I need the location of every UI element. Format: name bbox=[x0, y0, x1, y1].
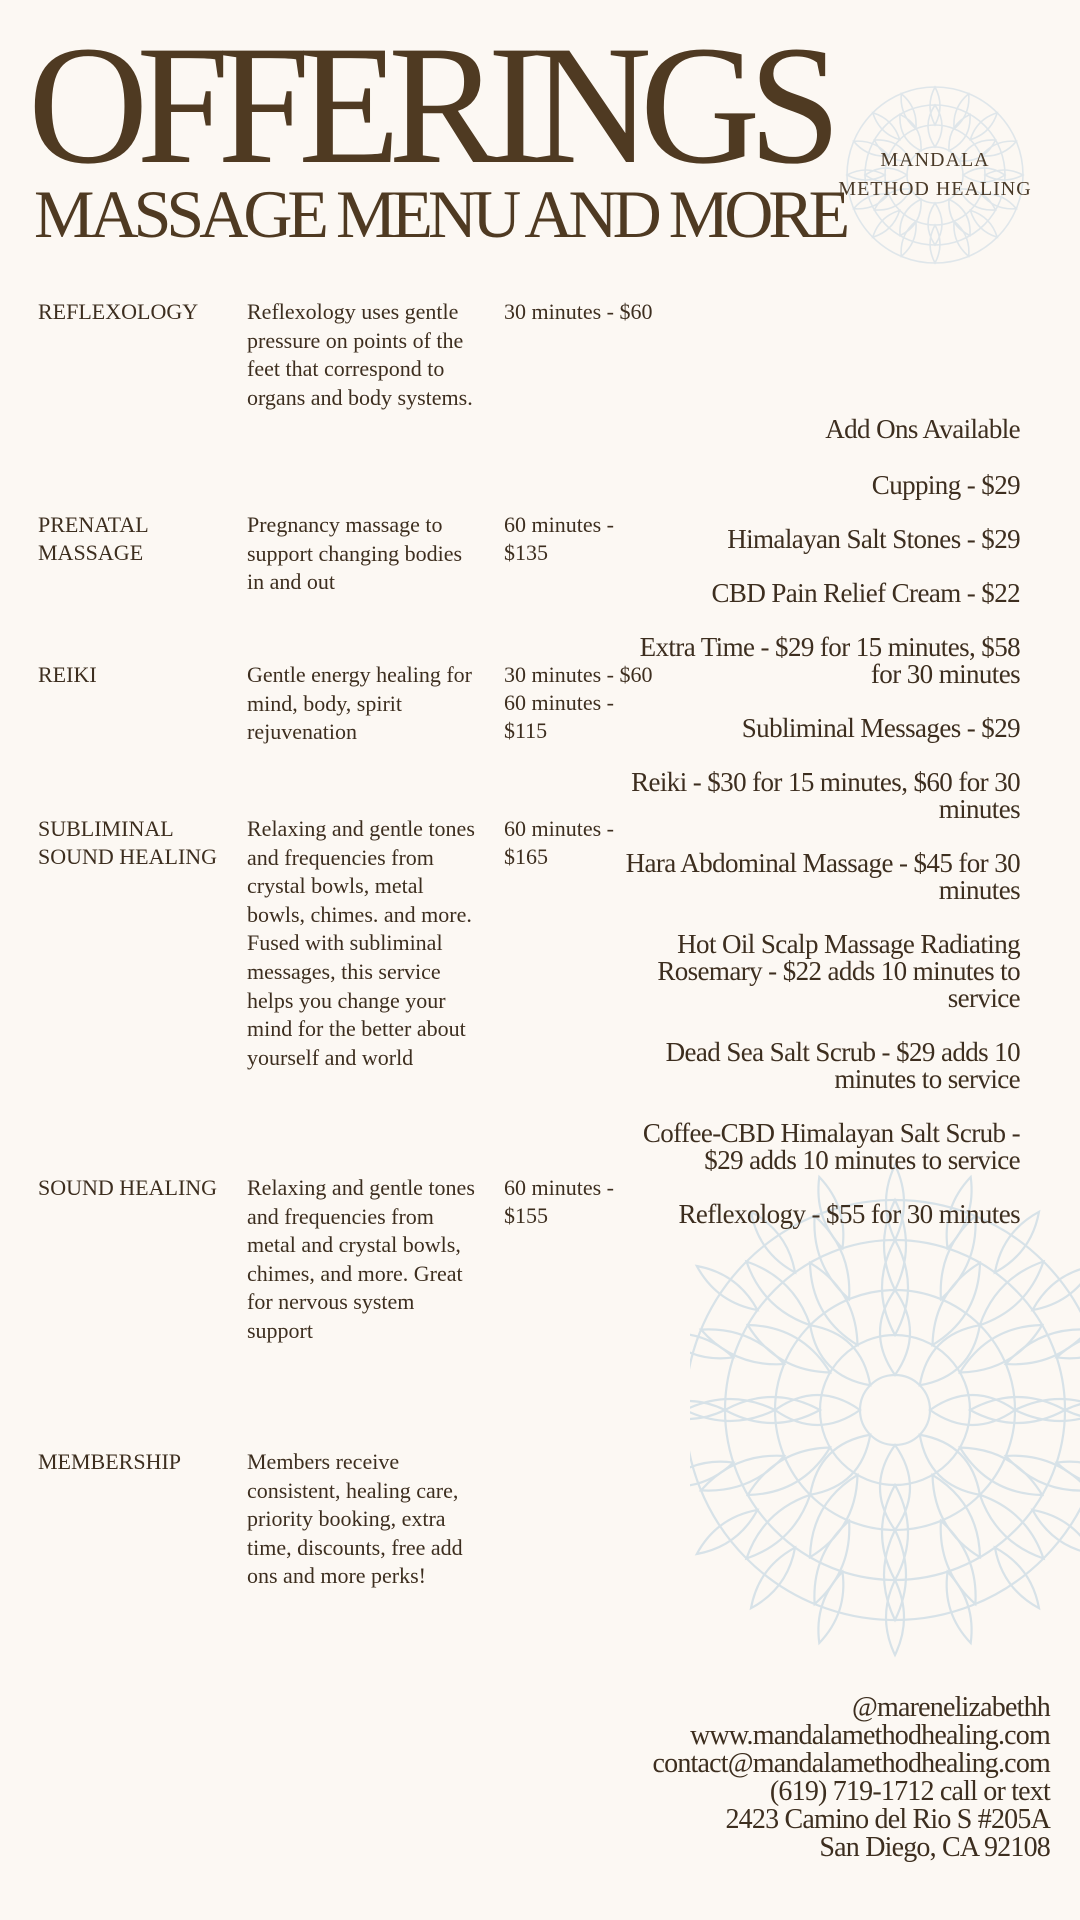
contact-block bbox=[490, 1694, 1050, 1862]
addon-item: Cupping - $29 bbox=[871, 470, 1020, 500]
mandala-petal bbox=[980, 1495, 1044, 1559]
price-line: 60 minutes - $135 bbox=[504, 512, 614, 565]
addon-item: Subliminal Messages - $29 bbox=[741, 713, 1020, 743]
website-link[interactable]: www.mandalamethodhealing.com bbox=[690, 1720, 1050, 1751]
addon-item: Himalayan Salt Stones - $29 bbox=[727, 524, 1020, 554]
instagram-handle[interactable]: @marenelizabethh bbox=[852, 1692, 1050, 1723]
email-link[interactable]: contact@mandalamethodhealing.com bbox=[652, 1748, 1050, 1779]
service-description: Relaxing and gentle tones and frequencies from metal and crystal bowls, chimes, and more. Great for nervous system support bbox=[247, 1175, 475, 1343]
addon-item: Extra Time - $29 for 15 minutes, $58 for 30 minutes bbox=[639, 632, 1020, 689]
addon-item: CBD Pain Relief Cream - $22 bbox=[711, 578, 1020, 608]
service-price bbox=[504, 298, 654, 326]
mandala-petal bbox=[954, 221, 969, 256]
mandala-petal bbox=[690, 1401, 725, 1419]
service-description: Relaxing and gentle tones and frequencies from crystal bowls, metal bowls, chimes. and more. Fused with subliminal messages, this service helps you change your mind for the better about yourself and world bbox=[247, 816, 475, 1070]
service-name: PRENATAL MASSAGE bbox=[38, 512, 148, 565]
addon-item: Hara Abdominal Massage - $45 for 30 minutes bbox=[625, 848, 1020, 905]
addons-heading: Add Ons Available bbox=[825, 414, 1020, 444]
page-title: OFFERINGS bbox=[28, 11, 830, 199]
mandala-petal bbox=[747, 1262, 811, 1326]
mandala-petal bbox=[1057, 1462, 1080, 1487]
mandala-petal bbox=[901, 221, 916, 256]
service-description: Reflexology uses gentle pressure on points of the feet that correspond to organs and body systems. bbox=[247, 299, 473, 410]
logo-line-2: METHOD HEALING bbox=[838, 178, 1032, 200]
mandala-petal bbox=[880, 1290, 910, 1375]
addon-item: Reflexology - $55 for 30 minutes bbox=[678, 1199, 1020, 1229]
mandala-petal bbox=[880, 1445, 910, 1530]
addons-panel bbox=[620, 416, 1020, 1255]
addon-item: Coffee-CBD Himalayan Salt Scrub - $29 adds 10 minutes to service bbox=[642, 1118, 1020, 1175]
mandala-petal bbox=[697, 1266, 758, 1310]
mandala-petal bbox=[697, 1510, 758, 1554]
mandala-petal bbox=[775, 1395, 860, 1425]
service-name: SOUND HEALING bbox=[38, 1175, 218, 1200]
service-name: MEMBERSHIP bbox=[38, 1449, 182, 1474]
mandala-petal bbox=[949, 199, 970, 235]
service-description: Members receive consistent, healing care, priority booking, extra time, discounts, free add ons and more perks! bbox=[247, 1449, 463, 1589]
service-description: Pregnancy massage to support changing bodies in and out bbox=[247, 512, 463, 595]
addon-item: Dead Sea Salt Scrub - $29 adds 10 minutes to service bbox=[665, 1037, 1020, 1094]
mandala-petal bbox=[954, 94, 969, 129]
mandala-petal bbox=[920, 1325, 980, 1385]
mandala-petal bbox=[810, 1325, 870, 1385]
price-line: 60 minutes - $165 bbox=[504, 816, 614, 869]
service-name: REIKI bbox=[38, 662, 97, 687]
street-address: 2423 Camino del Rio S #205A bbox=[725, 1804, 1050, 1835]
mandala-petal bbox=[747, 1495, 811, 1559]
mandala-petal bbox=[995, 1548, 1039, 1609]
mandala-petal bbox=[930, 1395, 1015, 1425]
mandala-petal bbox=[980, 1262, 1044, 1326]
page-subtitle: MASSAGE MENU AND MORE bbox=[34, 176, 846, 252]
mandala-petal bbox=[1065, 1401, 1080, 1419]
service-name: SUBLIMINAL SOUND HEALING bbox=[38, 816, 218, 869]
mandala-petal bbox=[690, 1462, 733, 1487]
price-line: 60 minutes - $115 bbox=[504, 690, 614, 743]
price-line: 60 minutes - $155 bbox=[504, 1175, 614, 1228]
addon-item: Hot Oil Scalp Massage Radiating Rosemary - $22 adds 10 minutes to service bbox=[657, 929, 1020, 1013]
city-address: San Diego, CA 92108 bbox=[819, 1832, 1050, 1863]
price-line: 30 minutes - $60 bbox=[504, 662, 653, 687]
logo bbox=[840, 80, 1030, 270]
mandala-petal bbox=[901, 94, 916, 129]
mandala-petal bbox=[920, 1435, 980, 1495]
mandala-petal bbox=[1057, 1333, 1080, 1358]
logo-line-1: MANDALA bbox=[880, 149, 990, 171]
service-description: Gentle energy healing for mind, body, spirit rejuvenation bbox=[247, 662, 473, 745]
logo-text bbox=[830, 146, 1040, 204]
mandala-petal bbox=[751, 1548, 795, 1609]
addon-item: Reiki - $30 for 15 minutes, $60 for 30 minutes bbox=[631, 767, 1020, 824]
price-line: 30 minutes - $60 bbox=[504, 299, 653, 324]
service-name: REFLEXOLOGY bbox=[38, 299, 199, 324]
mandala-petal bbox=[690, 1333, 733, 1358]
mandala-petal bbox=[900, 199, 921, 235]
mandala-petal bbox=[810, 1435, 870, 1495]
phone-number[interactable]: (619) 719-1712 call or text bbox=[769, 1776, 1050, 1807]
